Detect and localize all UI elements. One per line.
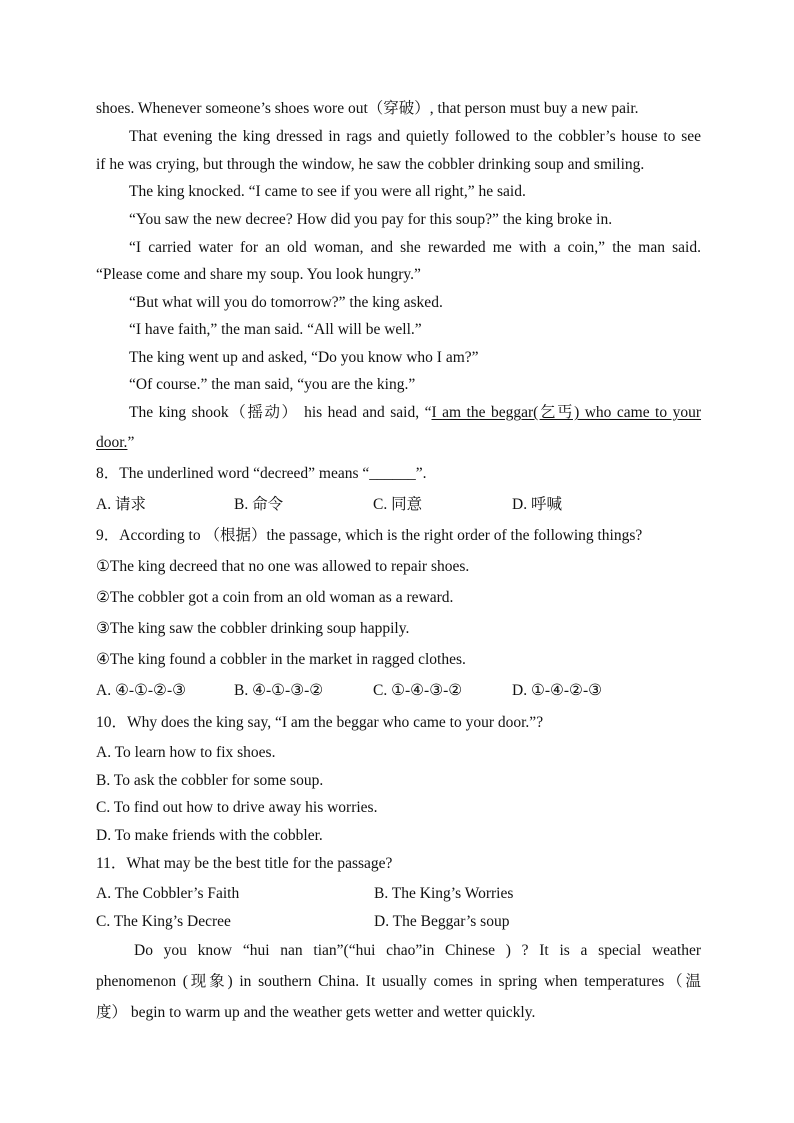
question-9-option-a: A. ④-①-②-③: [96, 682, 187, 699]
question-9-item-2: ②The cobbler got a coin from an old woman as a reward.: [96, 589, 454, 606]
passage-2-line-2: phenomenon (现象) in southern China. It usually comes in spring when temperatures（温: [96, 973, 701, 990]
passage-paragraph-10-line-1: [96, 405, 701, 420]
question-11-option-b: B. The King’s Worries: [374, 885, 514, 902]
question-10-option-a: A. To learn how to fix shoes.: [96, 744, 276, 761]
passage-paragraph-3: The king knocked. “I came to see if you were all right,” he said.: [129, 183, 526, 200]
question-9-option-b: B. ④-①-③-②: [234, 682, 324, 699]
question-8-option-c: C. 同意: [373, 496, 423, 513]
question-9-option-d: D. ①-④-②-③: [512, 682, 603, 699]
passage-2-line-1: Do you know “hui nan tian”(“hui chao”in Chinese ) ? It is a special weather: [134, 942, 701, 959]
underlined-sentence-end: door.: [96, 434, 128, 451]
passage-paragraph-7: “I have faith,” the man said. “All will be well.”: [129, 321, 422, 338]
passage-paragraph-2-line-2: if he was crying, but through the window, he saw the cobbler drinking soup and smiling.: [96, 156, 645, 173]
question-9-options: [96, 683, 692, 698]
question-9-item-1: ①The king decreed that no one was allowed to repair shoes.: [96, 558, 470, 575]
question-10-option-c: C. To find out how to drive away his worries.: [96, 799, 378, 816]
question-8-stem: 8．The underlined word “decreed” means “______”.: [96, 465, 427, 482]
question-8-option-b: B. 命令: [234, 496, 284, 513]
question-9-option-c: C. ①-④-③-②: [373, 682, 463, 699]
question-11-stem: 11．What may be the best title for the passage?: [96, 855, 393, 872]
passage-paragraph-2-line-1: That evening the king dressed in rags and quietly followed to the cobbler’s house to see: [129, 128, 701, 145]
passage-paragraph-5-line-1: “I carried water for an old woman, and she rewarded me with a coin,” the man said.: [129, 239, 701, 256]
question-10-option-b: B. To ask the cobbler for some soup.: [96, 772, 324, 789]
question-11-option-d: D. The Beggar’s soup: [374, 913, 510, 930]
passage-paragraph-4: “You saw the new decree? How did you pay for this soup?” the king broke in.: [129, 211, 613, 228]
underlined-sentence: I am the beggar(乞丐) who came to your: [431, 404, 702, 421]
question-10-stem: 10．Why does the king say, “I am the beggar who came to your door.”?: [96, 714, 544, 731]
question-8-options: [96, 497, 692, 512]
question-11-option-a: A. The Cobbler’s Faith: [96, 885, 240, 902]
passage-paragraph-6: “But what will you do tomorrow?” the king asked.: [129, 294, 443, 311]
question-8-option-a: A. 请求: [96, 496, 146, 513]
passage-paragraph-8: The king went up and asked, “Do you know who I am?”: [129, 349, 479, 366]
question-10-option-d: D. To make friends with the cobbler.: [96, 827, 323, 844]
closing-quote: ”: [127, 434, 135, 451]
question-9-item-3: ③The king saw the cobbler drinking soup happily.: [96, 620, 410, 637]
question-11-option-c: C. The King’s Decree: [96, 913, 231, 930]
passage-2-line-3: 度） begin to warm up and the weather gets wetter and wetter quickly.: [96, 1004, 536, 1021]
passage-paragraph-10-line-2: [96, 435, 134, 450]
question-11-options-row-2: [96, 914, 694, 929]
passage-paragraph-5-line-2: “Please come and share my soup. You look hungry.”: [96, 266, 421, 283]
question-9-stem: 9．According to （根据）the passage, which is the right order of the following things?: [96, 527, 643, 544]
question-8-option-d: D. 呼喊: [512, 496, 562, 513]
paragraph-10-intro: The king shook（摇动） his head and said, “: [129, 404, 432, 421]
question-11-options-row-1: [96, 886, 694, 901]
passage-paragraph-1: shoes. Whenever someone’s shoes wore out（穿破）, that person must buy a new pair.: [96, 100, 639, 117]
passage-paragraph-9: “Of course.” the man said, “you are the king.”: [129, 376, 416, 393]
question-9-item-4: ④The king found a cobbler in the market in ragged clothes.: [96, 651, 466, 668]
